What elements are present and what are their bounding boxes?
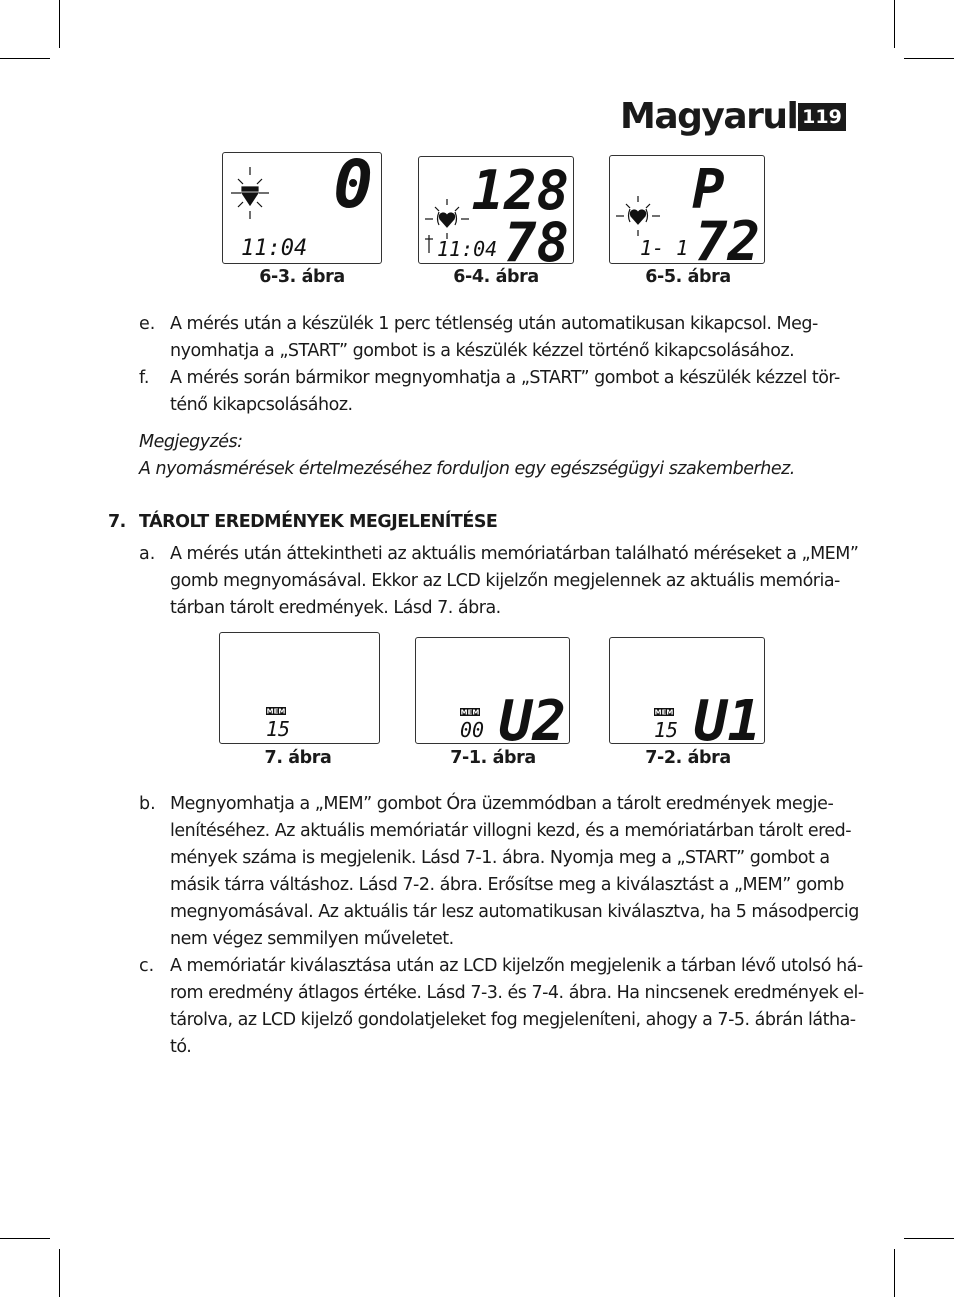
- crop-mark: [0, 1238, 50, 1239]
- lcd-display: [610, 638, 764, 743]
- lcd-display: [223, 153, 381, 263]
- lcd-figure-6-5: [609, 155, 765, 264]
- memory-count: 15: [654, 718, 679, 742]
- crop-mark: [894, 0, 895, 48]
- text-line: A mérés után áttekintheti az aktuális memóriatárban található méréseket a „MEM”: [170, 544, 859, 564]
- crop-mark: [904, 58, 954, 59]
- text-line: lenítéséhez. Az aktuális memóriatár villogni kezd, és a memóriatárban tárolt ered-: [170, 821, 852, 841]
- figure-caption: 7. ábra: [264, 748, 332, 768]
- text-line: másik tárra váltáshoz. Lásd 7-2. ábra. Erősítse meg a kiválasztást a „MEM” gomb: [170, 875, 844, 895]
- list-marker: c.: [139, 956, 155, 976]
- text-line: gomb megnyomásával. Ekkor az LCD kijelzőn megjelennek az aktuális memória-: [170, 571, 840, 591]
- heart-flash-icon: [231, 167, 269, 219]
- figure-caption: 7-1. ábra: [450, 748, 536, 768]
- lcd-display: [419, 157, 573, 263]
- figure-caption: 6-5. ábra: [645, 267, 731, 287]
- text-line: nem végez semmilyen műveletet.: [170, 929, 454, 949]
- memory-count: 15: [266, 717, 291, 741]
- text-line: A memóriatár kiválasztása után az LCD kijelzőn megjelenik a tárban lévő utolsó há-: [170, 956, 863, 976]
- pulse-readout: 72: [694, 210, 760, 263]
- list-item-f: [170, 365, 850, 419]
- time-readout: 11:04: [437, 237, 498, 261]
- figure-caption: 7-2. ábra: [645, 748, 731, 768]
- page-number: 119: [798, 103, 846, 131]
- crop-mark: [59, 0, 60, 48]
- user-memory: U1: [693, 689, 761, 743]
- list-marker: f.: [139, 368, 150, 388]
- main-digits: 0: [333, 153, 373, 223]
- crop-mark: [894, 1249, 895, 1297]
- crop-mark: [59, 1249, 60, 1297]
- page-title: Magyarul: [620, 96, 798, 137]
- mem-label: MEM: [460, 708, 480, 717]
- text-line: megnyomásával. Az aktuális tár lesz automatikusan kiválasztva, ha 5 másodpercig: [170, 902, 859, 922]
- text-line: tárolva, az LCD kijelző gondolatjeleket fog megjeleníteni, ahogy a 7-5. ábrán látha-: [170, 1010, 856, 1030]
- lcd-display: [610, 156, 764, 263]
- note-label: Megjegyzés:: [139, 432, 243, 452]
- lcd-figure-6-3: [222, 152, 382, 264]
- text-line: tárban tárolt eredmények. Lásd 7. ábra.: [170, 598, 501, 618]
- text-line: A mérés során bármikor megnyomhatja a „START” gombot a készülék kézzel tör-: [170, 368, 840, 388]
- figure-caption: 6-3. ábra: [259, 267, 345, 287]
- mem-label: MEM: [266, 707, 286, 716]
- list-marker: a.: [139, 544, 156, 564]
- list-item-a: [170, 541, 859, 622]
- text-line: mények száma is megjelenik. Lásd 7-1. ábra. Nyomja meg a „START” gombot a: [170, 848, 830, 868]
- lcd-figure-7-2: [609, 637, 765, 744]
- lcd-figure-7: [219, 632, 380, 744]
- note-text: A nyomásmérések értelmezéséhez forduljon egy egészségügyi szakemberhez.: [139, 459, 795, 479]
- mem-label: MEM: [654, 708, 674, 717]
- pulse-symbol: P: [692, 158, 725, 221]
- text-line: Megnyomhatja a „MEM” gombot Óra üzemmódban a tárolt eredmények megje-: [170, 794, 834, 814]
- systolic-readout: 128: [471, 159, 569, 222]
- arrhythmia-icon: [425, 235, 433, 253]
- crop-mark: [904, 1238, 954, 1239]
- lcd-display: [220, 633, 379, 743]
- lcd-figure-7-1: [415, 637, 570, 744]
- text-line: nyomhatja a „START” gombot is a készülék kézzel történő kikapcsolásához.: [170, 341, 795, 361]
- note: [139, 429, 859, 483]
- heart-flash-icon: [616, 196, 660, 236]
- list-item-c: [170, 953, 864, 1061]
- user-memory: U2: [498, 689, 566, 743]
- list-item-b: [170, 791, 859, 953]
- section-heading: [108, 509, 497, 536]
- lcd-display: [416, 638, 569, 743]
- text-line: rom eredmény átlagos értéke. Lásd 7-3. és 7-4. ábra. Ha nincsenek eredmények el-: [170, 983, 864, 1003]
- time-readout: 11:04: [241, 236, 308, 261]
- text-line: A mérés után a készülék 1 perc tétlenség után automatikusan kikapcsol. Meg-: [170, 314, 818, 334]
- diastolic-readout: 78: [503, 211, 569, 263]
- list-marker: b.: [139, 794, 156, 814]
- lcd-figure-6-4: [418, 156, 574, 264]
- memory-index: 1- 1: [640, 236, 689, 260]
- text-line: tó.: [170, 1037, 192, 1057]
- section-number: 7.: [108, 512, 126, 532]
- section-title: TÁROLT EREDMÉNYEK MEGJELENÍTÉSE: [139, 512, 498, 532]
- list-item-e: [170, 311, 850, 365]
- list-marker: e.: [139, 314, 156, 334]
- crop-mark: [0, 58, 50, 59]
- figure-caption: 6-4. ábra: [453, 267, 539, 287]
- heart-flash-icon: [425, 199, 469, 239]
- text-line: ténő kikapcsolásához.: [170, 395, 353, 415]
- memory-count: 00: [460, 718, 485, 742]
